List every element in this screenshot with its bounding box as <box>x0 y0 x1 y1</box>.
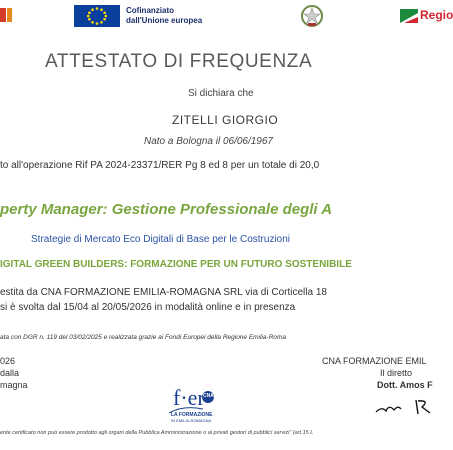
footer-right-line1: CNA FORMAZIONE EMIL <box>322 356 427 366</box>
declaration-text: Si dichiara che <box>188 88 254 99</box>
footer-right-line3: Dott. Amos F <box>377 380 433 390</box>
approval-text: ata con DGR n. 119 del 03/02/2025 e realizzata grazie ai Fondi Europei della Regione Emilia-Roma <box>0 334 287 341</box>
eu-text-line2: dall'Unione europea <box>126 16 203 25</box>
operation-reference: to all'operazione Rif PA 2024-23371/RER Pg 8 ed 8 per un totale di 20,0 <box>0 160 320 171</box>
project-title: IGITAL GREEN BUILDERS: FORMAZIONE PER UN FUTURO SOSTENIBILE <box>0 259 352 270</box>
logo-left-fragment <box>0 6 14 24</box>
fer-logo <box>163 385 253 425</box>
director-signature <box>374 396 450 418</box>
managed-by: estita da CNA FORMAZIONE EMILIA-ROMAGNA SRL via di Corticella 18 <box>0 287 327 298</box>
participant-name: ZITELLI GIORGIO <box>172 113 279 127</box>
fer-logo-cna: CNA <box>203 393 214 399</box>
fer-logo-sub2: IN EMILIA-ROMAGNA <box>171 418 212 423</box>
footer-right-block <box>322 355 433 391</box>
eu-text-line1: Cofinanziato <box>126 6 174 15</box>
birth-info: Nato a Bologna il 06/06/1967 <box>144 136 273 147</box>
footer-left-line1: 026 <box>0 356 16 366</box>
italian-republic-emblem-icon <box>299 3 325 29</box>
regione-logo-icon <box>400 9 418 23</box>
footer-right-line2: Il diretto <box>380 368 413 378</box>
footer-left-line3: magna <box>0 380 28 390</box>
footer-left-line2: dalla <box>0 368 20 378</box>
course-title: perty Manager: Gestione Professionale degli A <box>0 201 333 218</box>
course-dates: si è svolta dal 15/04 al 20/05/2026 in modalità online e in presenza <box>0 302 296 313</box>
course-subtitle: Strategie di Mercato Eco Digitali di Base per le Costruzioni <box>31 234 291 245</box>
eu-cofinanced-text <box>126 6 202 26</box>
fer-logo-text: f·er <box>173 385 205 410</box>
fer-logo-sub1: LA FORMAZIONE <box>171 412 213 418</box>
certificate-title: ATTESTATO DI FREQUENZA <box>45 51 313 72</box>
disclaimer-text: ente certificato non può essere prodotto agli organi della Pubblica Amministrazione o ai privati gestori di pubblici servizi" (art.15 L <box>0 430 314 436</box>
regione-text: Regio <box>420 8 453 22</box>
eu-flag-icon <box>74 5 120 27</box>
footer-left-block <box>0 355 28 391</box>
